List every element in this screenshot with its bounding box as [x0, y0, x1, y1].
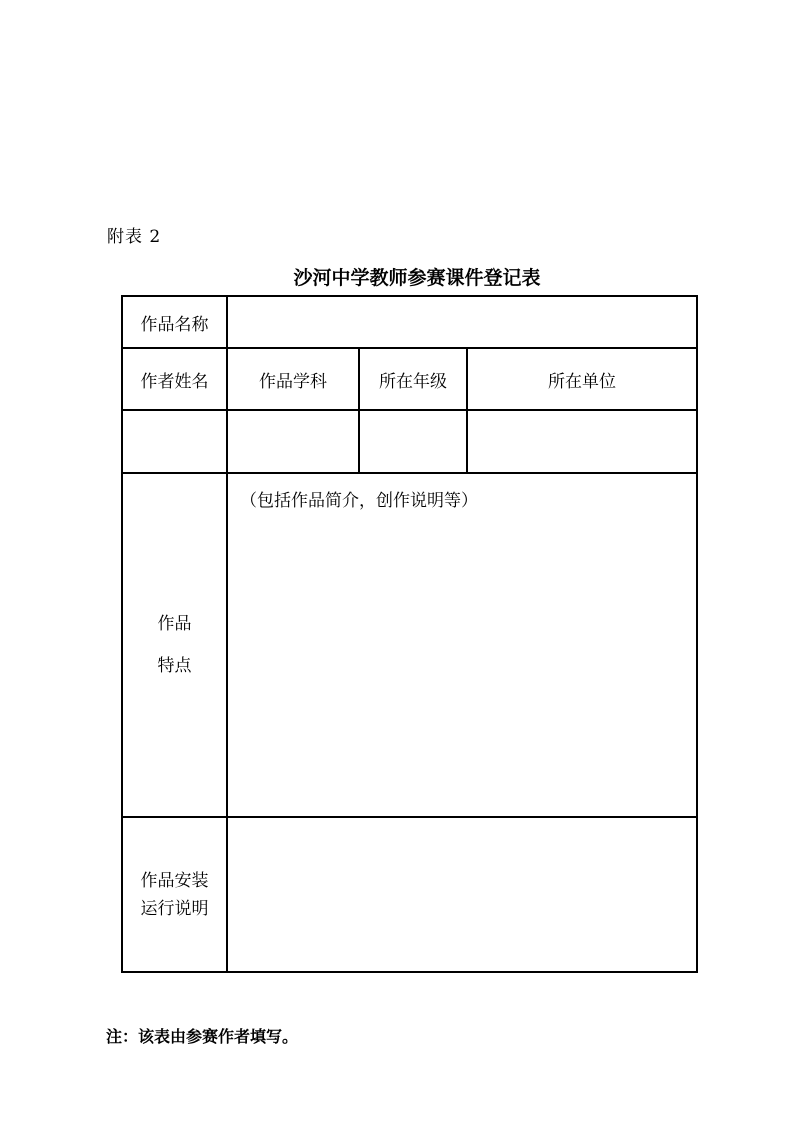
install-label-line1: 作品安装: [140, 870, 209, 891]
table-row: [122, 296, 697, 348]
features-hint: （包括作品简介，创作说明等）: [240, 491, 478, 511]
table-row: [122, 348, 697, 410]
grade-label: 所在年级: [359, 348, 467, 410]
features-label-line1: 作品: [157, 614, 192, 634]
author-name-field[interactable]: [122, 410, 227, 473]
table-row: [122, 817, 697, 972]
registration-table: [121, 295, 698, 973]
unit-field[interactable]: [467, 410, 697, 473]
grade-field[interactable]: [359, 410, 467, 473]
table-row: [122, 410, 697, 473]
subject-field[interactable]: [227, 410, 359, 473]
features-label: [122, 473, 227, 817]
features-label-line2: 特点: [157, 656, 192, 676]
form-title: 沙河中学教师参赛课件登记表: [293, 267, 541, 289]
footnote: 注：该表由参赛作者填写。: [106, 1027, 299, 1046]
author-name-label: 作者姓名: [122, 348, 227, 410]
subject-label: 作品学科: [227, 348, 359, 410]
table-row: [122, 473, 697, 817]
features-field[interactable]: [227, 473, 697, 817]
appendix-label: 附表 2: [107, 227, 162, 247]
unit-label: 所在单位: [467, 348, 697, 410]
work-name-label: 作品名称: [122, 296, 227, 348]
install-label: [122, 817, 227, 972]
install-field[interactable]: [227, 817, 697, 972]
install-label-line2: 运行说明: [140, 898, 209, 919]
work-name-field[interactable]: [227, 296, 697, 348]
